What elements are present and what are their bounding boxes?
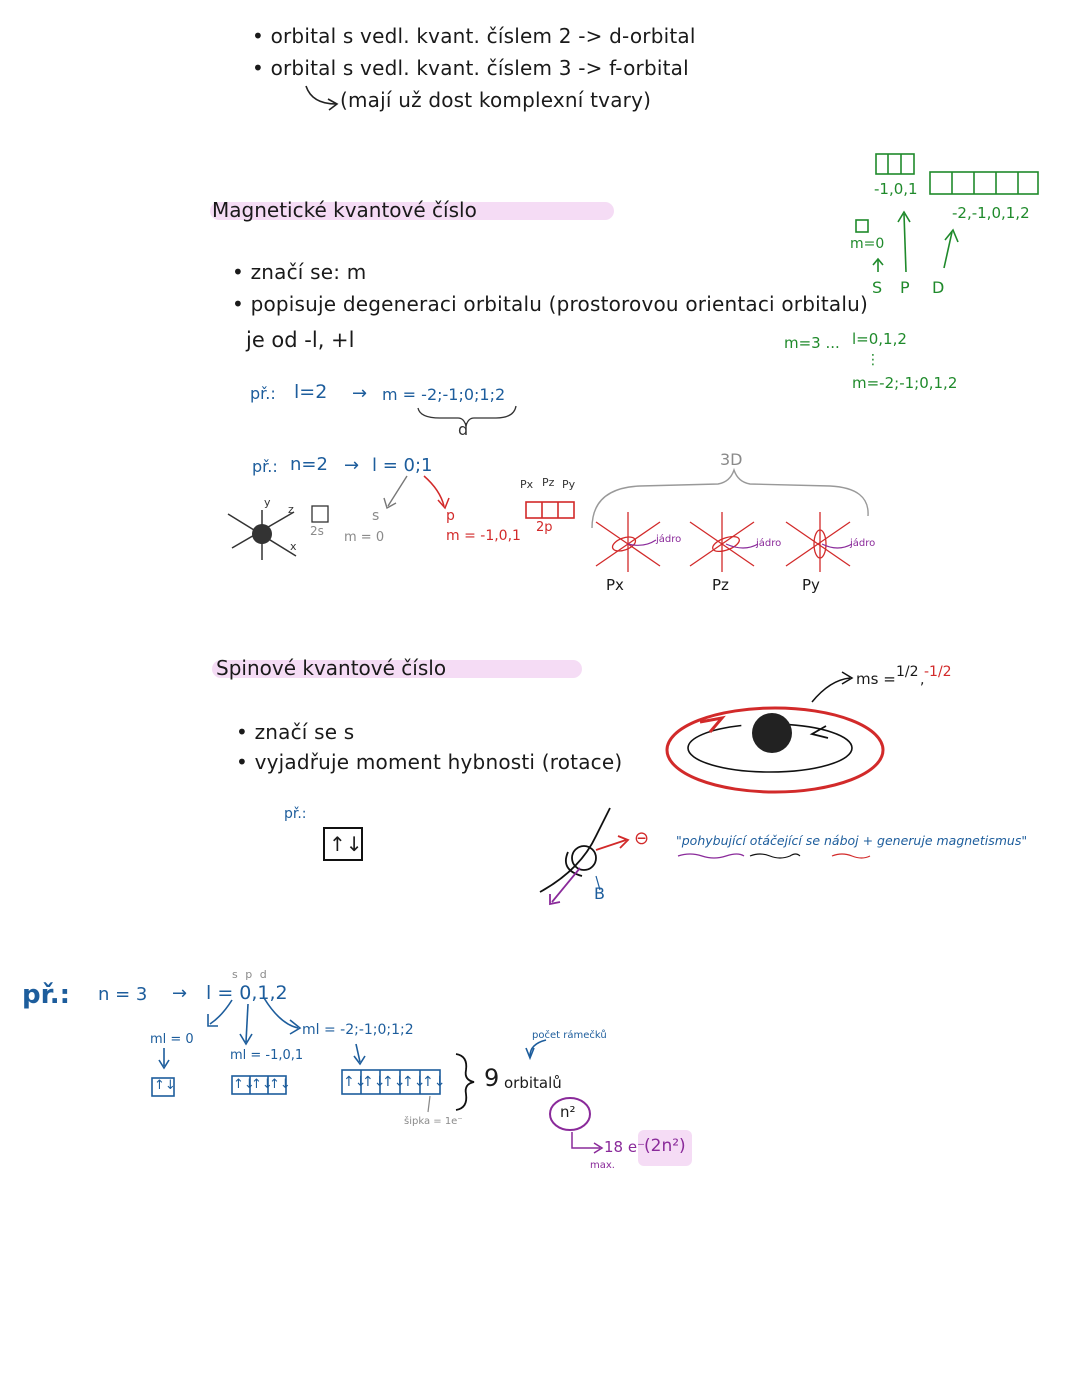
ex1-arrow: →: [352, 383, 368, 404]
green-dots: ⋮: [866, 352, 880, 368]
range-note: je od -l, +l: [246, 328, 355, 352]
green-m-d: -2,-1,0,1,2: [952, 204, 1030, 222]
ms-label: ms =: [856, 670, 896, 688]
green-m3: m=3 ...: [784, 334, 840, 352]
bottom-m0: ml = 0: [150, 1032, 194, 1047]
bottom-m1: ml = -1,0,1: [230, 1048, 304, 1063]
cell-d2: ↑↓: [362, 1074, 386, 1090]
n2-label: n²: [560, 1103, 576, 1121]
p-label: p: [446, 508, 455, 524]
nucleus-label-1: jádro: [656, 534, 682, 545]
bottom-arrow: →: [172, 983, 188, 1004]
label-3d: 3D: [720, 450, 743, 469]
max-label: max.: [590, 1160, 615, 1171]
ex1-prefix: př.:: [250, 384, 276, 403]
green-m-p: -1,0,1: [874, 180, 918, 198]
magnetic-bullet-1: • značí se: m: [232, 260, 367, 284]
brace-3d: [592, 470, 868, 528]
green-l-values: l=0,1,2: [852, 330, 907, 348]
magnetic-heading: Magnetické kvantové číslo: [212, 198, 477, 222]
max-electrons: 18 e⁻: [604, 1138, 646, 1156]
formula: (2n²): [644, 1136, 686, 1156]
cell-d3: ↑↓: [382, 1074, 406, 1090]
axis-x: x: [290, 540, 297, 553]
cell-p2: ↑↓: [251, 1077, 273, 1092]
p-boxes: [526, 502, 574, 518]
green-letter-s: S: [872, 278, 883, 297]
spin-bullet-1: • značí se s: [236, 720, 355, 744]
s-box-label: 2s: [310, 524, 324, 538]
ms-sep: ,: [920, 672, 925, 688]
cell-p3: ↑↓: [269, 1077, 291, 1092]
spin-orbit: [667, 672, 883, 792]
arrow-label: šipka = 1e⁻: [404, 1116, 463, 1127]
p-orbital-sketches: [596, 512, 850, 572]
p-box-label-pz: Pz: [542, 476, 555, 489]
p-box-label: 2p: [536, 520, 553, 535]
green-letter-p: P: [900, 278, 910, 297]
bottom-l: l = 0,1,2: [206, 982, 288, 1004]
sum-count: 9: [484, 1064, 500, 1092]
magnet-sketch: [540, 808, 628, 904]
bullet-text: značí se: m: [250, 260, 367, 284]
green-m-s: m=0: [850, 236, 885, 252]
axis-y: y: [264, 496, 271, 509]
orbital-pz: Pz: [712, 576, 729, 594]
spin-heading: Spinové kvantové číslo: [216, 656, 447, 680]
s-m: m = 0: [344, 530, 385, 545]
green-m-range: m=-2;-1;0,1,2: [852, 374, 958, 392]
bottom-prefix: př.:: [22, 980, 71, 1010]
spin-ex-prefix: př.:: [284, 806, 307, 822]
bottom-spd: s p d: [232, 968, 269, 981]
bullet-f-orbital: • orbital s vedl. kvant. číslem 3 -> f-orbital: [252, 56, 689, 80]
ex1-right: m = -2;-1;0;1;2: [382, 385, 506, 404]
cell-s: ↑↓: [154, 1078, 176, 1093]
ex2-arrow: →: [344, 455, 360, 476]
green-letter-d: D: [932, 278, 945, 297]
bullet-text: orbital s vedl. kvant. číslem 3 -> f-orbital: [270, 56, 689, 80]
complex-shapes-note: (mají už dost komplexní tvary): [340, 88, 652, 112]
count-label: počet rámečků: [532, 1030, 607, 1041]
ex1-brace-label: d: [458, 420, 469, 439]
p-box-label-py: Py: [562, 478, 576, 491]
minus-sign: ⊖: [634, 828, 650, 849]
nucleus-label-2: jádro: [756, 538, 782, 549]
bullet-text: orbital s vedl. kvant. číslem 2 -> d-orbital: [270, 24, 696, 48]
ex2-right: l = 0;1: [372, 455, 433, 476]
spin-quote: "pohybující otáčející se náboj + generuje magnetismus": [676, 833, 1028, 848]
cell-d5: ↑↓: [422, 1074, 446, 1090]
ms-neg: -1/2: [924, 664, 952, 680]
ex2-left: n=2: [290, 454, 328, 475]
bullet-text: značí se s: [254, 720, 355, 744]
ex2-prefix: př.:: [252, 457, 278, 476]
bullet-d-orbital: • orbital s vedl. kvant. číslem 2 -> d-orbital: [252, 24, 696, 48]
bullet-text: popisuje degeneraci orbitalu (prostorovou orientaci orbitalu): [250, 292, 869, 316]
ms-pos: 1/2: [896, 664, 919, 680]
cell-p1: ↑↓: [233, 1077, 255, 1092]
bottom-n: n = 3: [98, 984, 148, 1005]
ex1-left: l=2: [294, 381, 328, 403]
nucleus-label-3: jádro: [850, 538, 876, 549]
orbital-px: Px: [606, 576, 624, 594]
bullet-text: vyjadřuje moment hybnosti (rotace): [254, 750, 623, 774]
bottom-m2: ml = -2;-1;0;1;2: [302, 1022, 414, 1038]
spin-bullet-2: • vyjadřuje moment hybnosti (rotace): [236, 750, 623, 774]
sum-label: orbitalů: [504, 1074, 562, 1092]
b-label: B: [594, 884, 605, 903]
spin-box-glyph: ↑↓: [329, 832, 363, 856]
brace-9: [456, 1054, 474, 1110]
s-label: s: [372, 508, 380, 524]
cell-d4: ↑↓: [402, 1074, 426, 1090]
p-m: m = -1,0,1: [446, 528, 521, 544]
magnetic-bullet-2: • popisuje degeneraci orbitalu (prostorovou orientaci orbitalu): [232, 292, 869, 316]
cell-d1: ↑↓: [343, 1074, 367, 1090]
axis-z: z: [288, 503, 294, 516]
p-box-label-px: Px: [520, 478, 534, 491]
orbital-py: Py: [802, 576, 820, 594]
